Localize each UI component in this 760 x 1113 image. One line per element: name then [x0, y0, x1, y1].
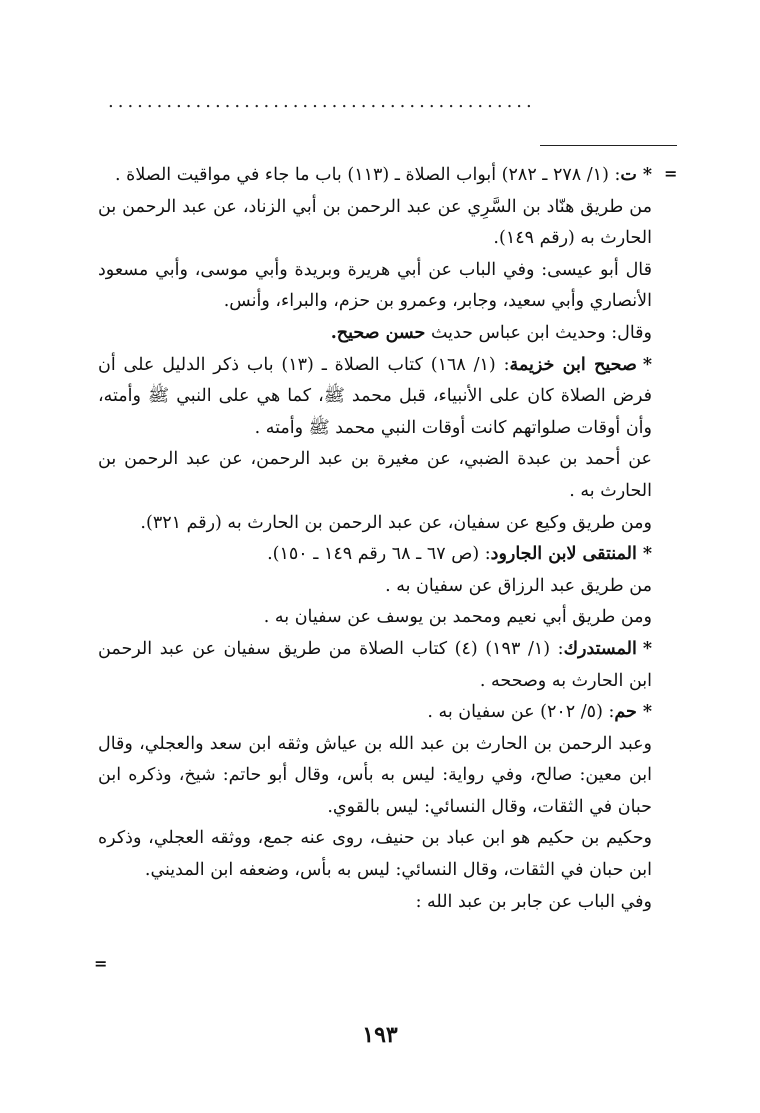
- grade-hasan-sahih: حسن صحيح.: [330, 322, 426, 343]
- bullet-star: *: [642, 544, 652, 565]
- paragraph-jabir: وفي الباب عن جابر بن عبد الله :: [415, 891, 652, 912]
- paragraph-chain-2: عن أحمد بن عبدة الضبي، عن مغيرة بن عبد الرحمن، عن عبد الرحمن بن الحارث به .: [98, 449, 652, 501]
- bullet-star: *: [642, 354, 652, 375]
- source-ibn-khuzaymah: صحيح ابن خزيمة: [509, 354, 637, 375]
- header-dotted-rule: ............................................: [108, 92, 536, 112]
- paragraph-tirmidhi: [98, 160, 652, 192]
- paragraph-abu-isa: قال أبو عيسى: وفي الباب عن أبي هريرة وبريدة وأبي موسى، وأبي مسعود الأنصاري وأبي سعيد، وجابر، وعمرو بن حزم، والبراء، وأنس.: [98, 259, 652, 312]
- bullet-star: *: [642, 702, 652, 723]
- paragraph-text: : (١/ ١٩٣) (٤) كتاب الصلاة من طريق سفيان عن عبد الرحمن ابن الحارث به وصححه .: [98, 638, 652, 691]
- paragraph-chain-5: ومن طريق أبي نعيم ومحمد بن يوسف عن سفيان به .: [263, 607, 652, 628]
- paragraph-text: وقال: وحديث ابن عباس حديث: [430, 322, 652, 343]
- paragraph-chain-4: من طريق عبد الرزاق عن سفيان به .: [385, 575, 652, 596]
- paragraph-narrator-abdulrahman: وعبد الرحمن بن الحارث بن عبد الله بن عياش وثقه ابن سعد والعجلي، وقال ابن معين: صالح، وفي رواية: ليس به بأس، وقال أبو حاتم: شيخ، وذكره ابن حبان في الثقات، وقال النسائي: ليس بالقوي.: [98, 733, 652, 817]
- paragraph-text: : (١/ ٢٧٨ ـ ٢٨٢) أبواب الصلاة ـ (١١٣) باب ما جاء في مواقيت الصلاة .: [115, 165, 621, 185]
- paragraph-ibn-khuzaymah: [98, 350, 652, 445]
- paragraph-muntaqa: [98, 539, 652, 571]
- bullet-star: *: [642, 165, 652, 185]
- paragraph-chain-3: ومن طريق وكيع عن سفيان، عن عبد الرحمن بن الحارث به (رقم ٣٢١).: [140, 512, 652, 533]
- continuation-marker-bottom: =: [94, 954, 108, 973]
- paragraph-text: : (١/ ١٦٨) كتاب الصلاة ـ (١٣) باب ذكر الدليل على أن فرض الصلاة كان على الأنبياء، قبل محمد ﷺ، كما هي على النبي ﷺ وأمته، وأن أوقات صلواتهم كانت أوقات النبي محمد ﷺ وأمته .: [98, 354, 652, 438]
- paragraph-mustadrak: [98, 634, 652, 697]
- paragraph-text: : (ص ٦٧ ـ ٦٨ رقم ١٤٩ ـ ١٥٠).: [267, 544, 491, 565]
- footnote-separator: [540, 145, 677, 146]
- source-muntaqa: المنتقى لابن الجارود: [490, 544, 637, 565]
- continuation-marker-top: =: [664, 164, 678, 183]
- source-mustadrak: المستدرك: [563, 638, 637, 659]
- page-number: ١٩٣: [362, 1022, 398, 1048]
- source-tirmidhi: ت: [620, 165, 637, 185]
- footnote-body: [98, 160, 652, 918]
- paragraph-grading: [98, 318, 652, 350]
- paragraph-chain-1: من طريق هنّاد بن السَّرِي عن عبد الرحمن بن أبي الزناد، عن عبد الرحمن بن الحارث به (رقم ١٤٩).: [98, 196, 652, 249]
- paragraph-text: : (٥/ ٢٠٢) عن سفيان به .: [427, 702, 615, 723]
- paragraph-musnad-ahmad: [98, 697, 652, 729]
- source-musnad-ahmad: حم: [614, 702, 637, 723]
- bullet-star: *: [642, 638, 652, 659]
- paragraph-narrator-hakim: وحكيم بن حكيم هو ابن عباد بن حنيف، روى عنه جمع، ووثقه العجلي، وذكره ابن حبان في الثقات، وقال النسائي: ليس به بأس، وضعفه ابن المديني.: [98, 828, 652, 881]
